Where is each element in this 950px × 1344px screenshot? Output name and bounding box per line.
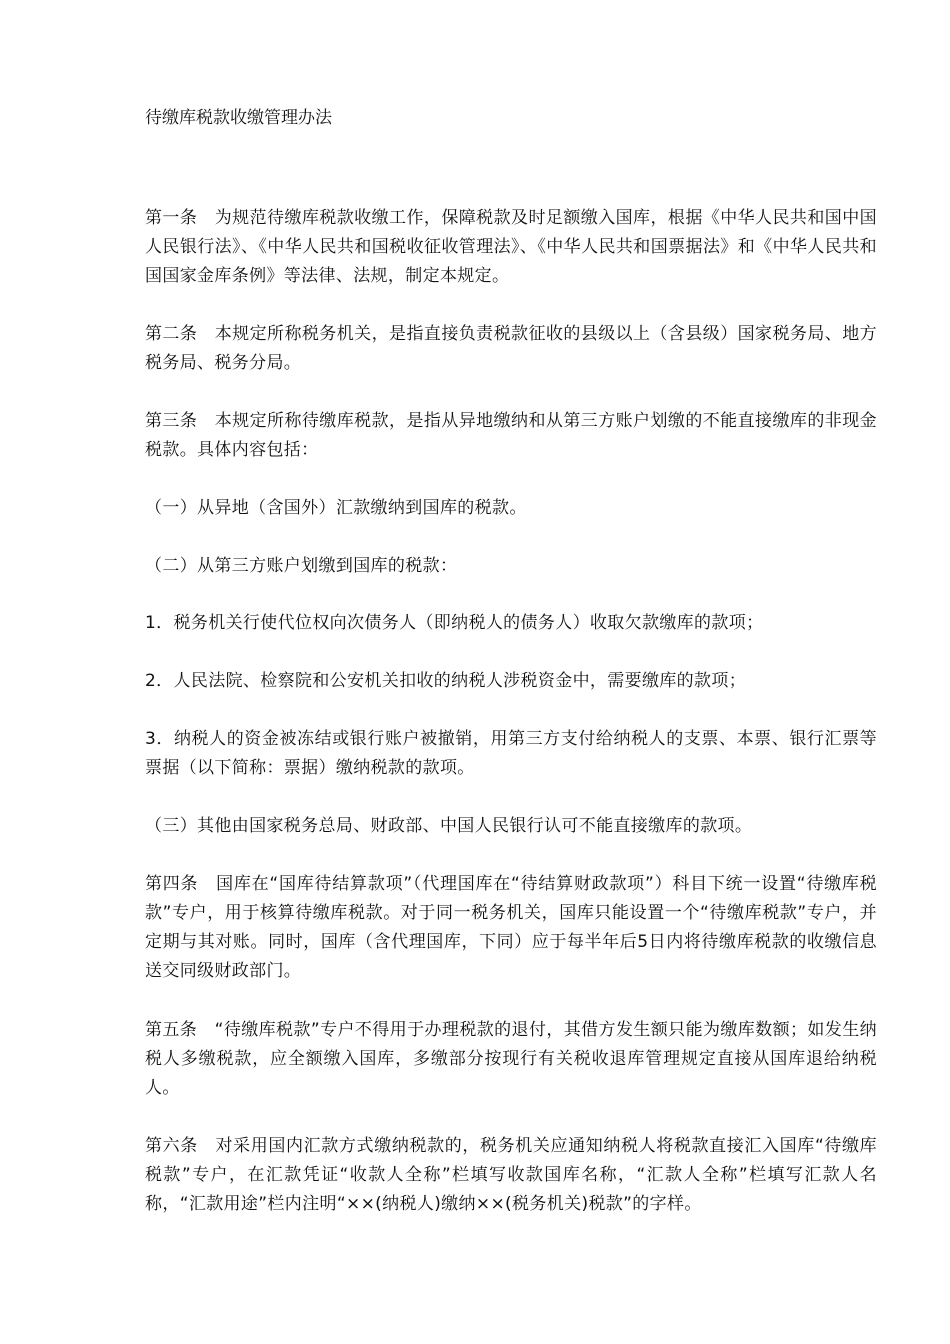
item-1-paragraph: （一）从异地（含国外）汇款缴纳到国库的税款。 [145, 498, 527, 518]
article-5-paragraph: 第五条 “待缴库税款”专户不得用于办理税款的退付，其借方发生额只能为缴库数额；如发生纳税人多缴税款，应全额缴入国库，多缴部分按现行有关税收退库管理规定直接从国库退给纳税人。 [145, 1020, 877, 1098]
article-6-paragraph: 第六条 对采用国内汇款方式缴纳税款的，税务机关应通知纳税人将税款直接汇入国库“待缴库税款”专户，在汇款凭证“收款人全称”栏填写收款国库名称，“汇款人全称”栏填写汇款人名称，“汇款用途”栏内注明“××(纳税人)缴纳××(税务机关)税款”的字样。 [145, 1136, 877, 1214]
sub-item-2-paragraph: 2．人民法院、检察院和公安机关扣收的纳税人涉税资金中，需要缴库的款项； [145, 671, 747, 691]
item-3-paragraph: （三）其他由国家税务总局、财政部、中国人民银行认可不能直接缴库的款项。 [145, 816, 753, 836]
article-4-paragraph: 第四条 国库在“国库待结算款项”（代理国库在“待结算财政款项”）科目下统一设置“待缴库税款”专户，用于核算待缴库税款。对于同一税务机关，国库只能设置一个“待缴库税款”专户，并定期与其对账。同时，国库（含代理国库，下同）应于每半年后5日内将待缴库税款的收缴信息送交同级财政部门。 [145, 874, 877, 981]
article-1-paragraph: 第一条 为规范待缴库税款收缴工作，保障税款及时足额缴入国库，根据《中华人民共和国中国人民银行法》、《中华人民共和国税收征收管理法》、《中华人民共和国票据法》和《中华人民共和国国家金库条例》等法律、法规，制定本规定。 [145, 208, 877, 286]
item-2-paragraph: （二）从第三方账户划缴到国库的税款： [145, 556, 458, 576]
article-2-paragraph: 第二条 本规定所称税务机关，是指直接负责税款征收的县级以上（含县级）国家税务局、地方税务局、税务分局。 [145, 324, 877, 373]
document-title: 待缴库税款收缴管理办法 [145, 108, 332, 128]
sub-item-1-paragraph: 1．税务机关行使代位权向次债务人（即纳税人的债务人）收取欠款缴库的款项； [145, 613, 764, 633]
article-3-paragraph: 第三条 本规定所称待缴库税款，是指从异地缴纳和从第三方账户划缴的不能直接缴库的非现金税款。具体内容包括： [145, 411, 877, 460]
sub-item-3-paragraph: 3．纳税人的资金被冻结或银行账户被撤销，用第三方支付给纳税人的支票、本票、银行汇票等票据（以下简称：票据）缴纳税款的款项。 [145, 729, 877, 778]
